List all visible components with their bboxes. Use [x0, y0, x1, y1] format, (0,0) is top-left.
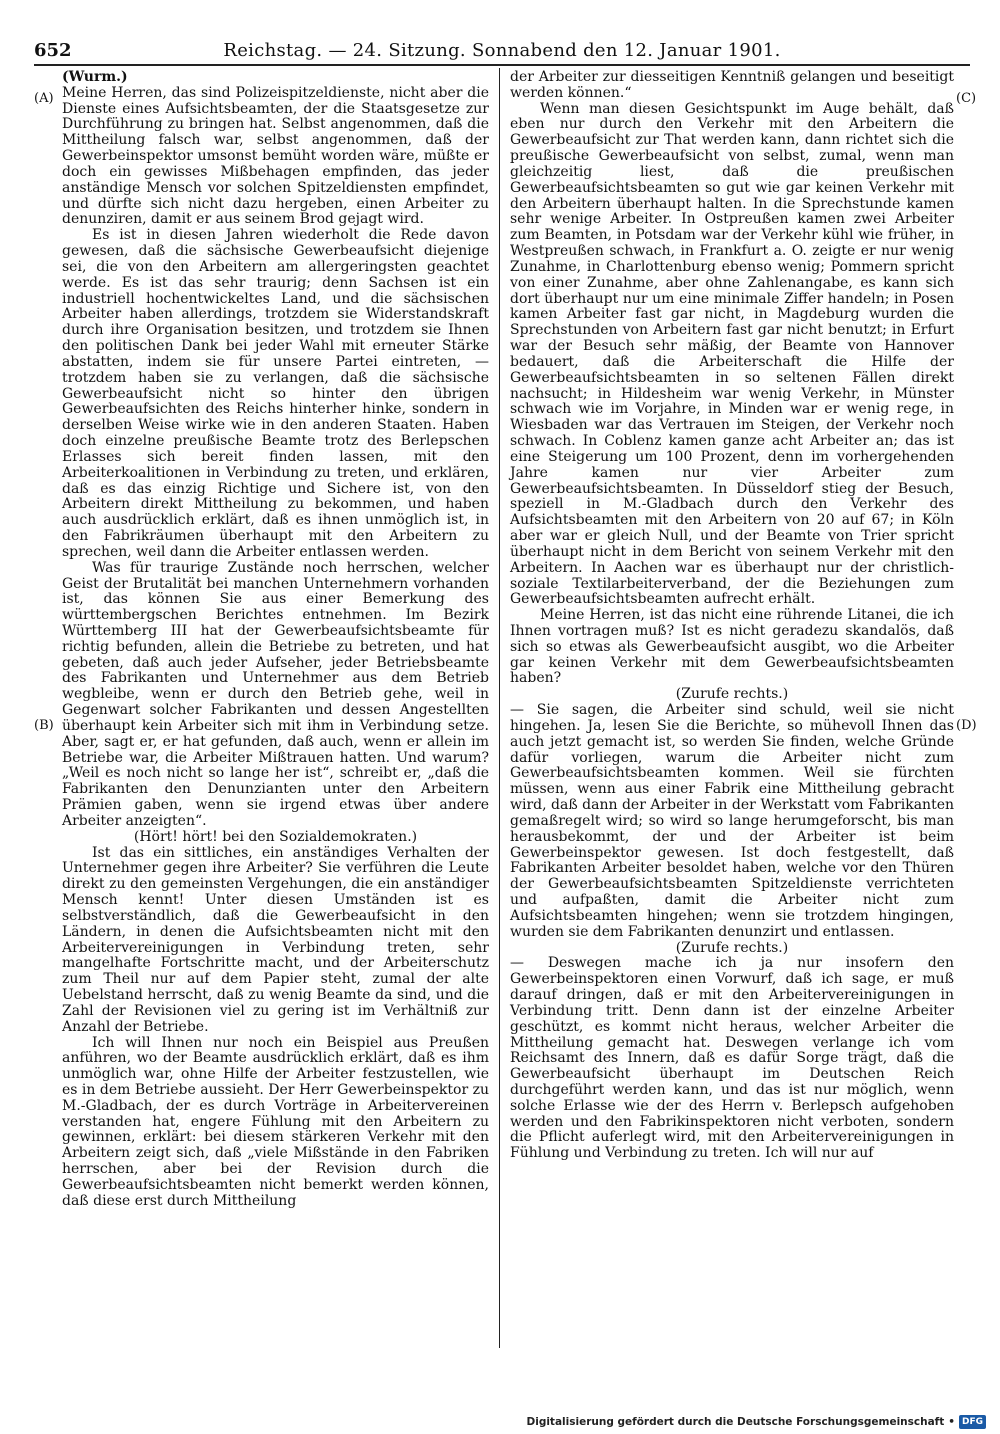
margin-mark-d: (D) [956, 718, 977, 733]
interjection: (Zurufe rechts.) [675, 939, 789, 956]
paragraph: Was für traurige Zustände noch herrschen, welcher Geist der Brutalität bei manchen Unternehmern vorhanden ist, das können Sie aus einer Bemerkung des württembergschen Berichtes entnehmen. Im Bezirk Württemberg III hat der Gewerbeaufsichtsbeamte für richtig befunden, allein die Betriebe zu betreten, und hat gebeten, daß auch jeder Aufseher, jeder Betriebsbeamte des Fabrikanten und Unternehmer aus dem Betrieb wegbleibe, wenn er durch den Betrieb gehe, weil in Gegenwart solcher Fabrikanten und dessen Angestellten überhaupt kein Arbeiter sich mit ihm in Verbindung setze. Aber, sagt er, er hat gefunden, daß auch, wenn er allein im Betriebe war, die Arbeiter Mißtrauen hatten. Und warum? „Weil es noch nicht so lange her ist“, schreibt er, „daß die Fabrikanten den Denunzianten unter den Arbeitern Prämien gaben, wenn sie irgend etwas über andere Arbeiter anzeigten“. [62, 559, 489, 829]
paragraph: — Deswegen mache ich ja nur insofern den Gewerbeinspektoren einen Vorwurf, daß ich sage, er muß darauf dringen, daß er mit den Arbeitervereinigungen in Verbindung tritt. Denn dann ist der einzelne Arbeiter geschützt, es kommt nicht heraus, welcher Arbeiter die Mittheilung gemacht hat. Deswegen verlange ich vom Reichsamt des Innern, daß es dafür Sorge trägt, daß die Gewerbeaufsicht überhaupt im Deutschen Reich durchgeführt werden kann, und das ist nur möglich, wenn solche Erlasse wie der des Herrn v. Berlepsch aufgehoben werden und den Fabrikinspektoren nicht verboten, sondern die Pflicht auferlegt wird, mit den Arbeitervereinigungen in Fühlung und Verbindung zu treten. Ich will nur auf [510, 955, 954, 1162]
running-title: Reichstag. — 24. Sitzung. Sonnabend den 12. Januar 1901. [223, 40, 781, 61]
paragraph: Meine Herren, ist das nicht eine rührende Litanei, die ich Ihnen vortragen muß? Ist es nicht geradezu skandalös, daß sich so etwas als Gewerbeaufsicht ausgibt, wo die Arbeiter gar keinen Verkehr mit dem Gewerbeaufsichtsbeamten haben? [510, 607, 954, 687]
column-divider [499, 68, 500, 1348]
margin-mark-c: (C) [956, 91, 977, 106]
interjection: (Hört! hört! bei den Sozialdemokraten.) [133, 828, 418, 845]
speaker-label: (Wurm.) [62, 69, 128, 85]
paragraph: Meine Herren, das sind Polizeispitzeldienste, nicht aber die Dienste eines Aufsichtsbeamten, der die Staatsgesetze zur Durchführung zu bringen hat. Selbst angenommen, daß die Mittheilung falsch war, selbst angenommen, daß der Gewerbeinspektor umsonst bemüht worden wäre, müßte er doch ein gewisses Mißbehagen empfinden, das jeder anständige Mensch vor solchen Spitzeldiensten empfindet, und dürfte sich nicht dazu hergeben, einen Arbeiter zu denunziren, damit er aus seinem Brod gejagt wird. [62, 84, 489, 228]
footer-text: Digitalisierung gefördert durch die Deutsche Forschungsgemeinschaft [526, 1416, 945, 1428]
paragraph: Wenn man diesen Gesichtspunkt im Auge behält, daß eben nur durch den Verkehr mit den Arbeitern die Gewerbeaufsicht zur That werden kann, dann richtet sich die preußische Gewerbeaufsicht von selbst, zumal, wenn man gleichzeitig liest, daß die preußischen Gewerbeaufsichtsbeamten so gut wie gar keinen Verkehr mit den Arbeitern überhaupt halten. In die Sprechstunde kamen sehr wenige Arbeiter. In Ostpreußen kamen zwei Arbeiter zum Beamten, in Potsdam war der Verkehr kühl wie früher, in Westpreußen schwach, in Frankfurt a. O. zeigte er nur wenig Zunahme, in Charlottenburg ebenso wenig; Pommern spricht von einer Zunahme, aber ohne Zahlenangabe, es kann sich dort überhaupt nur um eine minimale Ziffer handeln; in Posen kamen Arbeiter fast gar nicht, in Magdeburg wurden die Sprechstunden von Arbeitern fast gar nicht benutzt; in Erfurt war der Besuch sehr mäßig, der Beamte von Hannover bedauert, daß die Arbeiterschaft die Hilfe der Gewerbeaufsichtsbeamten in so seltenen Fällen direkt nachsucht; in Hildesheim war wenig Verkehr, in Münster schwach wie im Vorjahre, in Minden war er wenig rege, in Wiesbaden war das Vertrauen im Steigen, der Verkehr noch schwach. In Coblenz kamen ganze acht Arbeiter an; das ist eine Steigerung um 100 Prozent, denn im vorhergehenden Jahre kamen nur vier Arbeiter zum Gewerbeaufsichtsbeamten. In Düsseldorf stieg der Besuch, speziell in M.-Gladbach durch den Verkehr des Aufsichtsbeamten mit den Arbeitern von 20 auf 67; in Köln aber war er gleich Null, und der Beamte von Trier spricht überhaupt nicht in dem Bericht von seinem Verkehr mit den Arbeitern. In Aachen war es überhaupt nur der christlich-soziale Textilarbeiterverband, der die Beziehungen zum Gewerbeaufsichtsbeamten aufrecht erhält. [510, 100, 954, 608]
footer-credit [527, 1414, 987, 1430]
paragraph: Es ist in diesen Jahren wiederholt die Rede davon gewesen, daß die sächsische Gewerbeaufsicht diejenige sei, die von den Arbeitern am allergeringsten geachtet werde. Es ist das sehr traurig; denn Sachsen ist ein industriell hochentwickeltes Land, und die sächsischen Arbeiter haben allerdings, trotzdem sie Widerstandskraft durch ihre Organisation besitzen, und trotzdem sie Ihnen den politischen Dank bei jeder Wahl mit erneuter Stärke abstatten, indem sie für unsere Partei eintreten, — trotzdem haben sie zu verlangen, daß die sächsische Gewerbeaufsicht nicht so hinter den übrigen Gewerbeaufsichten des Reichs hinterher hinke, sondern in derselben Weise wirke wie in den anderen Staaten. Haben doch einzelne preußische Beamte trotz des Berlepschen Erlasses sich bereit finden lassen, mit den Arbeiterkoalitionen in Verbindung zu treten, und erklären, daß es das einzig Richtige und Sichere ist, von den Arbeitern direkt Mittheilung zu bekommen, und haben auch ausdrücklich erklärt, daß es ihnen unmöglich ist, in den Fabrikräumen überhaupt mit den Arbeitern zu sprechen, weil dann die Arbeiter entlassen werden. [62, 227, 489, 560]
paragraph: — Sie sagen, die Arbeiter sind schuld, weil sie nicht hingehen. Ja, lesen Sie die Berichte, so mühevoll Ihnen das auch jetzt gemacht ist, so werden Sie finden, welche Gründe dafür vorliegen, warum die Arbeiter nicht zum Gewerbeaufsichtsbeamten kommen. Weil sie fürchten müssen, wenn aus einer Fabrik eine Mittheilung gebracht wird, daß dann der Arbeiter in der Werkstatt vom Fabrikanten gemaßregelt wird; so wird so lange herumgeforscht, bis man herausbekommt, der und der Arbeiter ist beim Gewerbeinspektor gewesen. Ist doch festgestellt, daß Fabrikanten Arbeiter besoldet haben, welche vor den Thüren der Gewerbeaufsichtsbeamten Spitzeldienste verrichteten und aufpaßten, damit die Arbeiter nicht zum Aufsichtsbeamten hingehen; wenn sie trotzdem hingingen, wurden sie dem Fabrikanten denunzirt und entlassen. [510, 702, 954, 940]
page-number: 652 [34, 40, 72, 61]
interjection: (Zurufe rechts.) [675, 686, 789, 703]
paragraph: Ich will Ihnen nur noch ein Beispiel aus Preußen anführen, wo der Beamte ausdrücklich erklärt, daß es ihm unmöglich war, ohne Hilfe der Arbeiter festzustellen, wie es in dem Betriebe aussieht. Der Herr Gewerbeinspektor zu M.-Gladbach, der es durch Vorträge in Arbeitervereinen verstanden hat, engere Fühlung mit den Arbeitern zu gewinnen, erklärt: bei diesem stärkeren Verkehr mit den Arbeitern zeigt sich, daß „viele Mißstände in den Fabriken herrschen, aber bei der Revision durch die Gewerbeaufsichtsbeamten nicht bemerkt werden können, daß diese erst durch Mittheilung [62, 1034, 489, 1209]
margin-mark-a: (A) [34, 91, 54, 106]
left-column [62, 70, 489, 1210]
footer-bullet: • [948, 1416, 955, 1428]
paragraph: der Arbeiter zur diesseitigen Kenntniß gelangen und beseitigt werden können.“ [510, 69, 954, 101]
right-column [510, 70, 954, 1162]
paragraph: Ist das ein sittliches, ein anständiges Verhalten der Unternehmer gegen ihre Arbeiter? Sie verführen die Leute direkt zu den gemeinsten Vergehungen, die ein anständiger Mensch kennt! Unter diesen Umständen ist es selbstverständlich, daß die Gewerbeaufsicht in den Ländern, in denen die Aufsichtsbeamten nicht mit den Arbeitervereinigungen in Verbindung treten, sehr mangelhafte Fortschritte macht, und der Arbeiterschutz zum Theil nur auf dem Papier steht, zumal der alte Uebelstand herrscht, daß zu wenig Beamte da sind, und die Zahl der Revisionen viel zu gering ist im Verhältniß zur Anzahl der Betriebe. [62, 844, 489, 1035]
page-header [34, 40, 970, 66]
margin-mark-b: (B) [34, 718, 54, 733]
dfg-logo-icon[interactable]: DFG [959, 1415, 986, 1429]
